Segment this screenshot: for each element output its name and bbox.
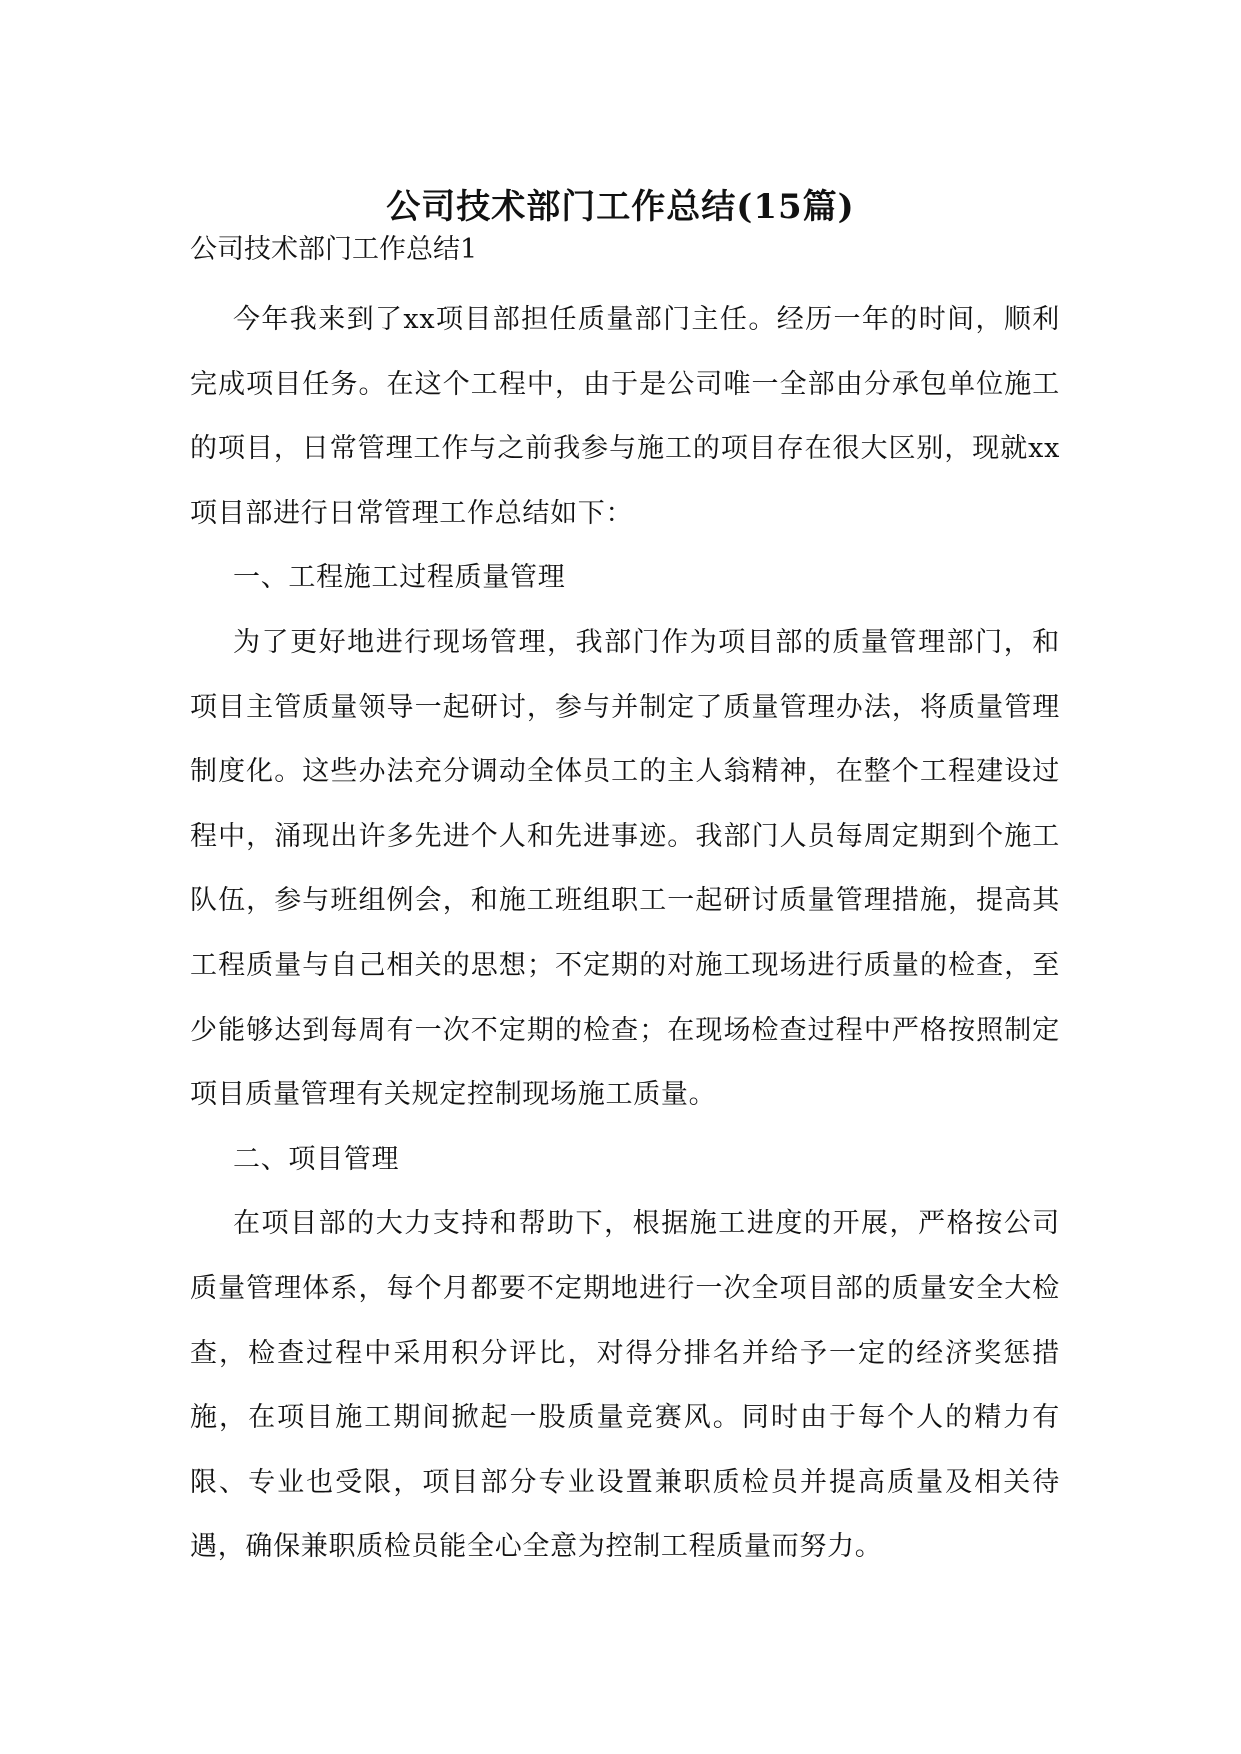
paragraph-intro: 今年我来到了xx项目部担任质量部门主任。经历一年的时间，顺利完成项目任务。在这个工程中，由于是公司唯一全部由分承包单位施工的项目，日常管理工作与之前我参与施工的项目存在很大区别，现就xx项目部进行日常管理工作总结如下： bbox=[190, 304, 1060, 529]
document-title: 公司技术部门工作总结(15篇) bbox=[386, 186, 855, 227]
document-body bbox=[190, 288, 1060, 1580]
heading-construction-quality: 一、工程施工过程质量管理 bbox=[233, 562, 566, 594]
section-subtitle: 公司技术部门工作总结1 bbox=[190, 234, 478, 265]
paragraph-construction-quality: 为了更好地进行现场管理，我部门作为项目部的质量管理部门，和项目主管质量领导一起研讨，参与并制定了质量管理办法，将质量管理制度化。这些办法充分调动全体员工的主人翁精神，在整个工程建设过程中，涌现出许多先进个人和先进事迹。我部门人员每周定期到个施工队伍，参与班组例会，和施工班组职工一起研讨质量管理措施，提高其工程质量与自己相关的思想；不定期的对施工现场进行质量的检查，至少能够达到每周有一次不定期的检查；在现场检查过程中严格按照制定项目质量管理有关规定控制现场施工质量。 bbox=[190, 626, 1060, 1111]
heading-project-management: 二、项目管理 bbox=[233, 1143, 400, 1175]
paragraph-project-management: 在项目部的大力支持和帮助下，根据施工进度的开展，严格按公司质量管理体系，每个月都要不定期地进行一次全项目部的质量安全大检查，检查过程中采用积分评比，对得分排名并给予一定的经济奖惩措施，在项目施工期间掀起一股质量竞赛风。同时由于每个人的精力有限、专业也受限，项目部分专业设置兼职质检员并提高质量及相关待遇，确保兼职质检员能全心全意为控制工程质量而努力。 bbox=[190, 1208, 1060, 1563]
